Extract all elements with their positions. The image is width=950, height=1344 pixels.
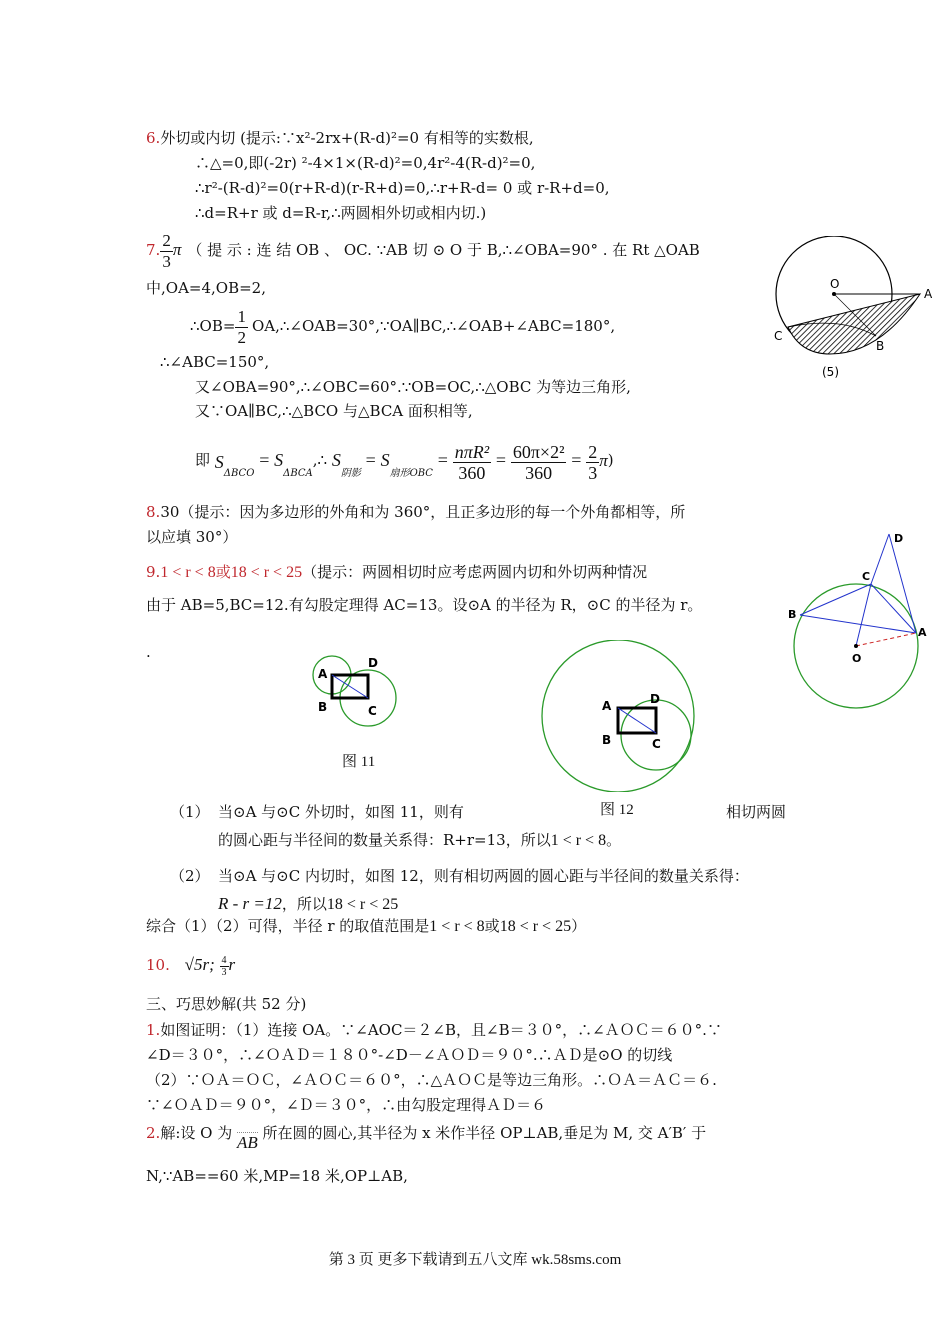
svg-text:C: C (774, 329, 783, 343)
item7-number: 7. (146, 241, 161, 259)
item9-number: 9. (146, 563, 161, 581)
item6-number: 6. (146, 129, 161, 147)
item6-line4: ∴d=R+r 或 d=R-r,∴两圆相外切或相内切.) (195, 204, 487, 222)
problem1-line4: ∵∠ＯＡＤ＝９０°，∠Ｄ＝３０°，∴由勾股定理得ＡＤ＝６ (146, 1096, 547, 1114)
item7-line5: 又∠OBA=90°,∴∠OBC=60°.∵OB=OC,∴△OBC 为等边三角形, (195, 378, 631, 396)
item6-line1: 6.外切或内切 (提示:∵x²-2rx+(R-d)²=0 有相等的实数根, (146, 129, 534, 147)
svg-text:C: C (652, 737, 661, 751)
item7-area-formula: 即 $S_{\Delta BCO}$ = $S_{\Delta BCA},\therefore$ $S_{阴影} = S_{扇形OBC}$ = $\frac{\text{nπR²}}{360}$ = $\frac{\text{60π×2²}}{360}$ = $\frac{2}{3}$ π) (195, 441, 614, 483)
item6-line2: ∴△=0,即(-2r) ²-4×1×(R-d)²=0,4r²-4(R-d)²=0, (195, 154, 536, 172)
figure-12 (538, 640, 700, 792)
svg-text:D: D (650, 692, 660, 706)
section3-title: 三、巧思妙解(共 52 分) (146, 995, 307, 1013)
item7-line4: ∴∠ABC=150°, (160, 353, 270, 371)
figure-tangent-circle (786, 526, 936, 712)
item8-line2: 以应填 30°） (146, 528, 238, 546)
problem2-line2: N,∵AB==60 米,MP=18 米,OP⊥AB, (146, 1167, 408, 1185)
case2-number: （2） (170, 867, 210, 885)
svg-text:A: A (602, 699, 612, 713)
item7-line6: 又∵OA∥BC,∴△BCO 与△BCA 面积相等, (195, 402, 473, 420)
svg-text:(5): (5) (822, 365, 839, 379)
figure-sector-5 (770, 236, 940, 382)
case1-line1-tail: 相切两圆 (726, 803, 787, 821)
arc-ab: AB (236, 1133, 258, 1152)
case1-number: （1） (170, 803, 210, 821)
svg-text:A: A (918, 626, 927, 639)
svg-text:C: C (862, 570, 871, 583)
item9-line2: 由于 AB=5,BC=12.有勾股定理得 AC=13。设⊙A 的半径为 R，⊙C 的半径为 r。 (146, 596, 703, 614)
svg-text:A: A (924, 287, 933, 301)
item7-line1: 7. $\frac{2}{3}$ π （ 提 示 : 连 结 OB 、 OC. ∵AB 切 ⊙ O 于 B,∴∠OBA=90° . 在 Rt △OAB (146, 230, 700, 271)
case2-line2: R - r =12，所以18 < r < 25 (218, 894, 399, 913)
svg-text:A: A (318, 667, 328, 681)
figure-11-caption: 图 11 (342, 754, 376, 770)
svg-text:B: B (318, 700, 328, 714)
summary-line: 综合（1）（2）可得，半径 r 的取值范围是1 < r < 8或18 < r < 25） (146, 917, 587, 935)
item9-dot: . (146, 643, 151, 661)
problem2-line1: 2.解:设 O 为 AB 所在圆的圆心,其半径为 x 米作半径 OP⊥AB,垂足为 M, 交 A′B′ 于 (146, 1124, 707, 1152)
figure-11 (300, 648, 410, 728)
item10-line: 10. √5r; $\frac{4}{3}$ r (146, 954, 236, 978)
case2-line1: 当⊙A 与⊙C 内切时，如图 12，则有相切两圆的圆心距与半径间的数量关系得： (218, 867, 749, 885)
item10-number: 10. (146, 956, 170, 974)
page-footer: 第 3 页 更多下载请到五八文库 wk.58sms.com (328, 1252, 622, 1268)
svg-text:C: C (368, 704, 377, 718)
svg-text:B: B (788, 608, 797, 621)
item9-line1: 9.1 < r < 8或18 < r < 25（提示：两圆相切时应考虑两圆内切和外切两种情况 (146, 563, 648, 581)
case1-line2: 的圆心距与半径间的数量关系得：R+r=13，所以1 < r < 8。 (218, 831, 622, 849)
svg-text:O: O (852, 652, 862, 665)
case1-line1: 当⊙A 与⊙C 外切时，如图 11，则有 (218, 803, 464, 821)
svg-text:O: O (830, 277, 840, 291)
svg-text:B: B (602, 733, 612, 747)
svg-text:D: D (894, 532, 904, 545)
item7-answer-fraction: $\frac{2}{3}$ (162, 230, 171, 271)
problem1-line3: （2）∵ＯＡ＝ＯＣ，∠ＡＯＣ＝６０°，∴△ＡＯＣ是等边三角形。∴ＯＡ＝ＡＣ＝６. (146, 1071, 717, 1089)
problem1-line1: 1.如图证明：（1）连接 OA。∵∠AOC＝２∠B，且∠B＝３０°，∴∠ＡＯＣ＝６０°.∵ (146, 1021, 722, 1039)
item7-line3: ∴OB= $\frac{1}{2}$ OA,∴∠OAB=30°,∵OA∥BC,∴∠OAB+∠ABC=180°, (190, 306, 616, 347)
item8-number: 8. (146, 503, 161, 521)
svg-text:D: D (368, 656, 378, 670)
item8-line1: 8.30（提示：因为多边形的外角和为 360°，且正多边形的每一个外角都相等，所 (146, 503, 686, 521)
svg-text:B: B (876, 339, 885, 353)
figure-12-caption: 图 12 (600, 802, 634, 818)
problem1-line2: ∠D＝３０°，∴∠ＯＡＤ＝１８０°-∠D－∠ＡＯＤ＝９０°.∴ＡＤ是⊙O 的切线 (146, 1046, 673, 1064)
half-fraction: $\frac{1}{2}$ (237, 306, 246, 347)
item7-line2: 中,OA=4,OB=2, (146, 279, 266, 297)
item6-line3: ∴r²-(R-d)²=0(r+R-d)(r-R+d)=0,∴r+R-d= 0 或 r-R+d=0, (195, 179, 610, 197)
